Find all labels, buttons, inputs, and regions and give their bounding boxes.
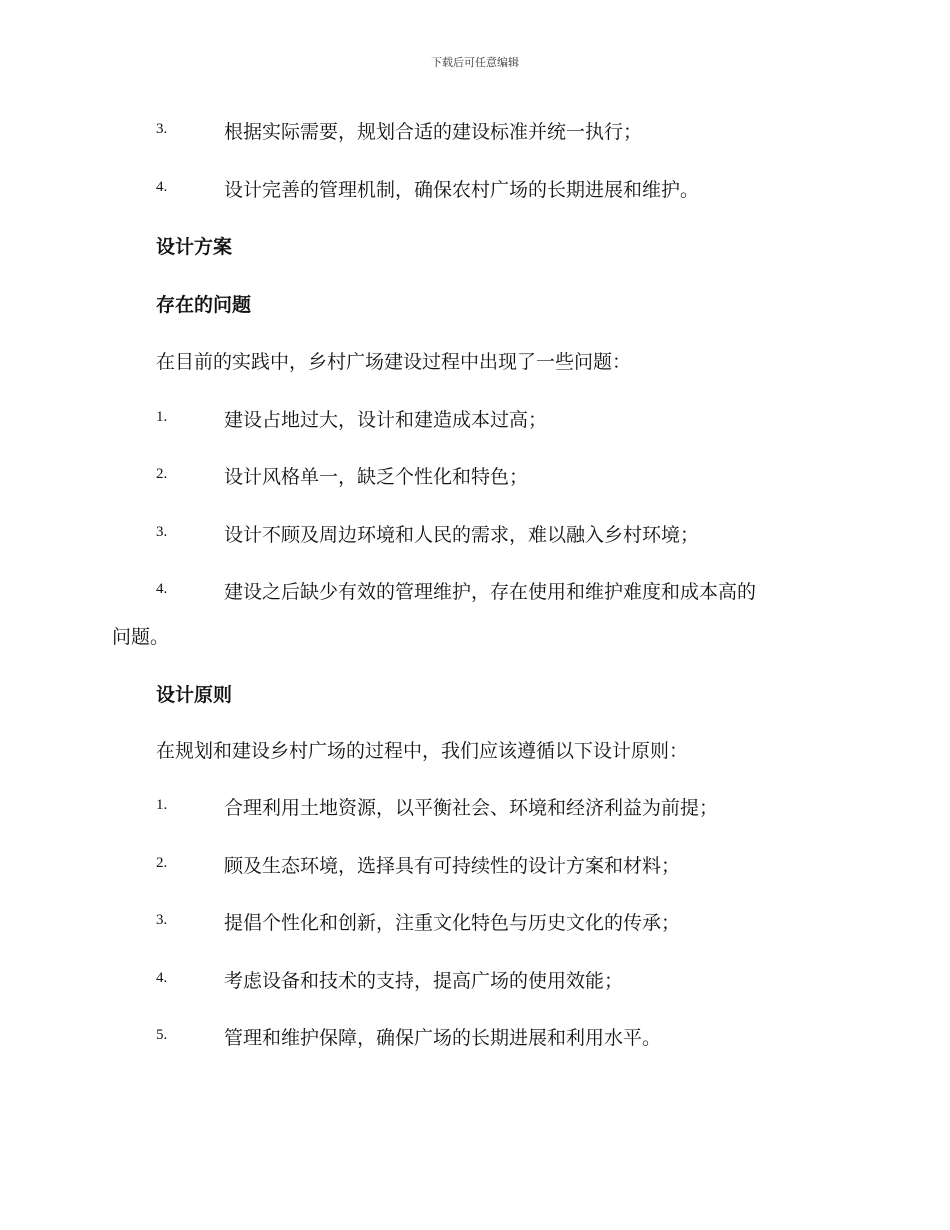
list-number: 1. [156,797,168,813]
list-text: 提倡个性化和创新，注重文化特色与历史文化的传承； [224,912,681,934]
list-text-continuation: 问题。 [112,626,170,648]
subsection-heading-principles: 设计原则 [156,684,233,706]
list-item [0,793,950,833]
list-text: 管理和维护保障，确保广场的长期进展和利用水平。 [224,1027,662,1049]
list-item [0,520,950,560]
principles-intro: 在规划和建设乡村广场的过程中，我们应该遵循以下设计原则： [156,740,689,762]
list-number: 5. [156,1027,168,1043]
list-item [0,908,950,948]
list-number: 4. [156,970,168,986]
list-item [0,966,950,1006]
list-text: 设计风格单一，缺乏个性化和特色； [224,466,529,488]
list-item [0,175,950,215]
list-item [0,462,950,502]
list-item [0,405,950,445]
list-item [0,851,950,891]
list-text: 设计不顾及周边环境和人民的需求，难以融入乡村环境； [224,524,700,546]
list-number: 3. [156,524,168,540]
problems-intro: 在目前的实践中，乡村广场建设过程中出现了一些问题： [156,351,632,373]
list-number: 4. [156,179,168,195]
list-number: 2. [156,466,168,482]
list-number: 3. [156,121,168,137]
list-text: 设计完善的管理机制，确保农村广场的长期进展和维护。 [224,179,700,201]
list-number: 2. [156,855,168,871]
list-text: 顾及生态环境，选择具有可持续性的设计方案和材料； [224,855,681,877]
list-number: 1. [156,409,168,425]
list-text: 考虑设备和技术的支持，提高广场的使用效能； [224,970,624,992]
list-text: 建设占地过大，设计和建造成本过高； [224,409,548,431]
list-text: 根据实际需要，规划合适的建设标准并统一执行； [224,121,643,143]
list-text: 合理利用土地资源，以平衡社会、环境和经济利益为前提； [224,797,719,819]
list-item [0,117,950,157]
list-item [0,1023,950,1063]
section-title: 设计方案 [156,236,233,258]
page-header: 下载后可任意编辑 [431,56,519,69]
list-item [0,577,950,617]
subsection-heading-problems: 存在的问题 [156,294,252,316]
list-number: 3. [156,912,168,928]
list-number: 4. [156,581,168,597]
list-text: 建设之后缺少有效的管理维护，存在使用和维护难度和成本高的 [224,581,757,603]
